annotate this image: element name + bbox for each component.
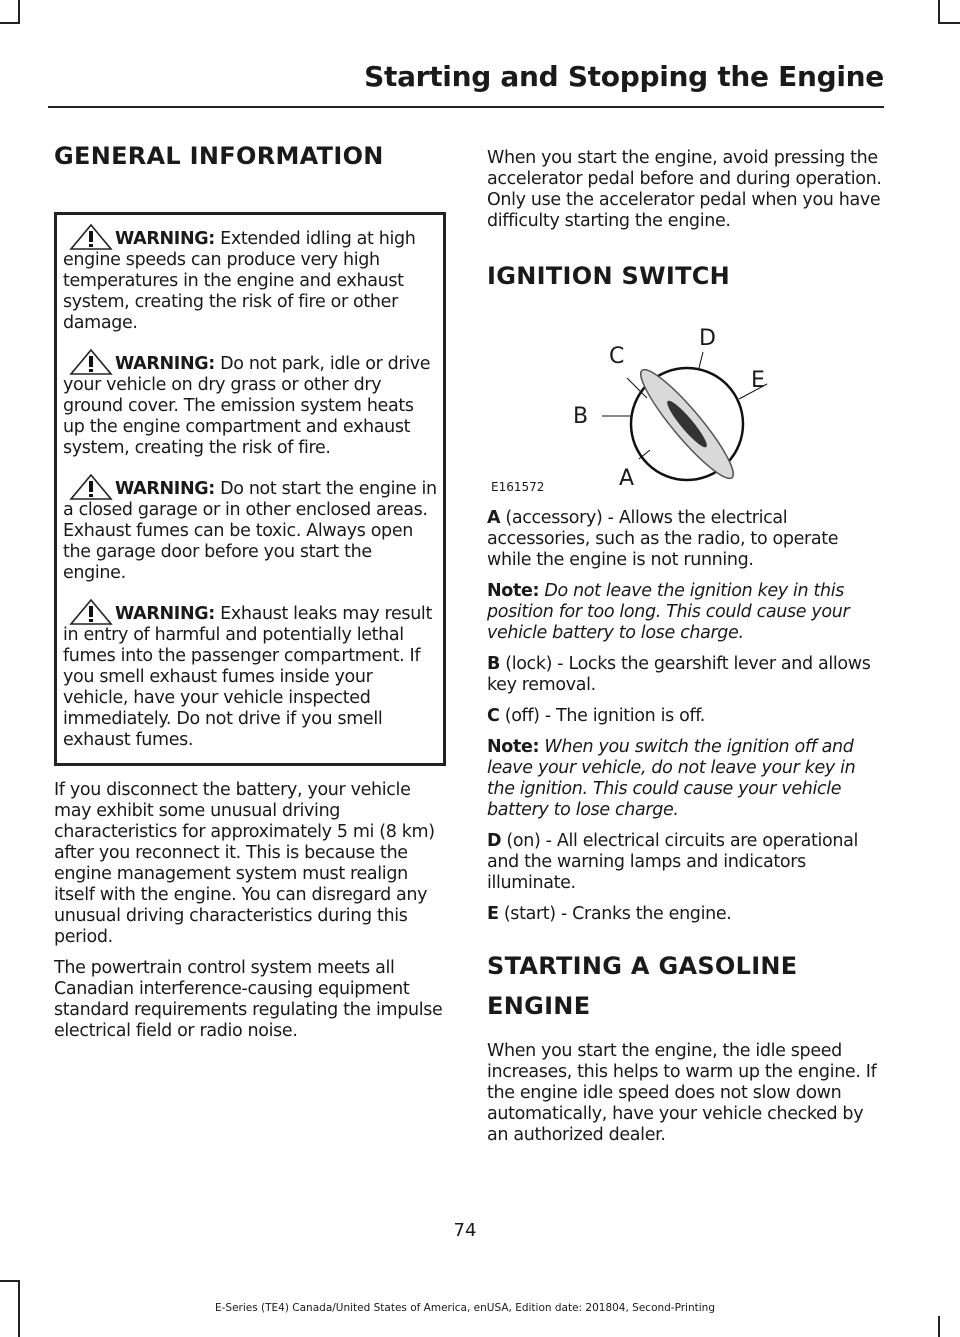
crop-mark <box>0 22 20 24</box>
warning-triangle-icon <box>67 473 115 501</box>
warning-triangle-icon <box>67 223 115 251</box>
warning-label: WARNING: <box>115 354 215 374</box>
position-letter: C <box>487 706 500 726</box>
position-text: (on) - All electrical circuits are operational and the warning lamps and indicators illuminate. <box>487 831 859 893</box>
position-e <box>487 904 887 925</box>
header-divider <box>48 106 884 108</box>
section-title-ignition-switch: IGNITION SWITCH <box>487 262 731 290</box>
diagram-label-e: E <box>751 368 765 393</box>
left-column <box>54 140 446 1052</box>
warning-label: WARNING: <box>115 229 215 249</box>
right-column <box>487 140 887 1156</box>
section-title-line: STARTING A GASOLINE <box>487 952 798 980</box>
diagram-label-d: D <box>699 326 716 351</box>
crop-mark <box>938 0 940 24</box>
note-1 <box>487 581 887 644</box>
ignition-switch-diagram <box>487 304 787 498</box>
paragraph-intro: When you start the engine, avoid pressing the accelerator pedal before and during operation. Only use the accelerator pedal when you have difficulty starting the engine. <box>487 148 882 231</box>
position-c <box>487 706 887 727</box>
page-number: 74 <box>453 1220 477 1241</box>
warning-item <box>63 229 437 334</box>
position-a <box>487 508 887 571</box>
warning-label: WARNING: <box>115 604 215 624</box>
warning-item <box>63 604 437 751</box>
footer-text: E-Series (TE4) Canada/United States of America, enUSA, Edition date: 201804, Second-Printing <box>214 1302 715 1314</box>
position-letter: E <box>487 904 499 924</box>
page-title: Starting and Stopping the Engine <box>364 60 884 93</box>
warning-triangle-icon <box>67 348 115 376</box>
position-letter: A <box>487 508 501 528</box>
warning-text: Do not start the engine in a closed garage or in other enclosed areas. Exhaust fumes can be toxic. Always open the garage door before you start the engine. <box>63 479 437 583</box>
section-title-starting-gasoline-engine <box>487 951 887 1021</box>
diagram-label-c: C <box>609 344 625 369</box>
diagram-label-b: B <box>573 404 589 429</box>
crop-mark <box>0 1280 20 1282</box>
position-text: (lock) - Locks the gearshift lever and allows key removal. <box>487 654 871 695</box>
warning-text: Exhaust leaks may result in entry of harmful and potentially lethal fumes into the passenger compartment. If you smell exhaust fumes inside your vehicle, have your vehicle inspected immediately. Do not drive if you smell exhaust fumes. <box>63 604 432 750</box>
note-text: Do not leave the ignition key in this position for too long. This could cause your vehicle battery to lose charge. <box>487 581 850 643</box>
paragraph-powertrain: The powertrain control system meets all Canadian interference-causing equipment standard requirements regulating the impulse electrical field or radio noise. <box>54 958 443 1041</box>
diagram-label-a: A <box>619 466 635 491</box>
position-letter: B <box>487 654 500 674</box>
image-id: E161572 <box>491 480 545 494</box>
position-b <box>487 654 887 696</box>
position-letter: D <box>487 831 502 851</box>
note-2 <box>487 737 887 821</box>
section-title-general-information: GENERAL INFORMATION <box>54 142 384 170</box>
crop-mark <box>938 22 960 24</box>
paragraph-battery: If you disconnect the battery, your vehicle may exhibit some unusual driving characteristics for approximately 5 mi (8 km) after you reconnect it. This is because the engine management system must realign itself with the engine. You can disregard any unusual driving characteristics during this period. <box>54 780 435 947</box>
warning-text: Do not park, idle or drive your vehicle on dry grass or other dry ground cover. The emission system heats up the engine compartment and exhaust system, creating the risk of fire. <box>63 354 431 458</box>
warning-item <box>63 354 437 459</box>
paragraph-starting: When you start the engine, the idle speed increases, this helps to warm up the engine. If the engine idle speed does not slow down automatically, have your vehicle checked by an authorized dealer. <box>487 1041 877 1145</box>
warning-label: WARNING: <box>115 479 215 499</box>
position-text: (start) - Cranks the engine. <box>498 904 732 924</box>
warning-triangle-icon <box>67 598 115 626</box>
warning-box <box>54 212 446 766</box>
ignition-switch-illustration <box>487 304 787 498</box>
crop-mark <box>938 1316 940 1337</box>
warning-text: Extended idling at high engine speeds can produce very high temperatures in the engine and exhaust system, creating the risk of fire or other damage. <box>63 229 416 333</box>
section-title-line: ENGINE <box>487 992 591 1020</box>
crop-mark <box>18 0 20 24</box>
position-d <box>487 831 887 894</box>
warning-item <box>63 479 437 584</box>
note-label: Note: <box>487 737 540 757</box>
position-text: (off) - The ignition is off. <box>499 706 706 726</box>
note-text: When you switch the ignition off and leave your vehicle, do not leave your key in the ignition. This could cause your vehicle battery to lose charge. <box>487 737 856 820</box>
note-label: Note: <box>487 581 540 601</box>
position-text: (accessory) - Allows the electrical accessories, such as the radio, to operate while the engine is not running. <box>487 508 839 570</box>
